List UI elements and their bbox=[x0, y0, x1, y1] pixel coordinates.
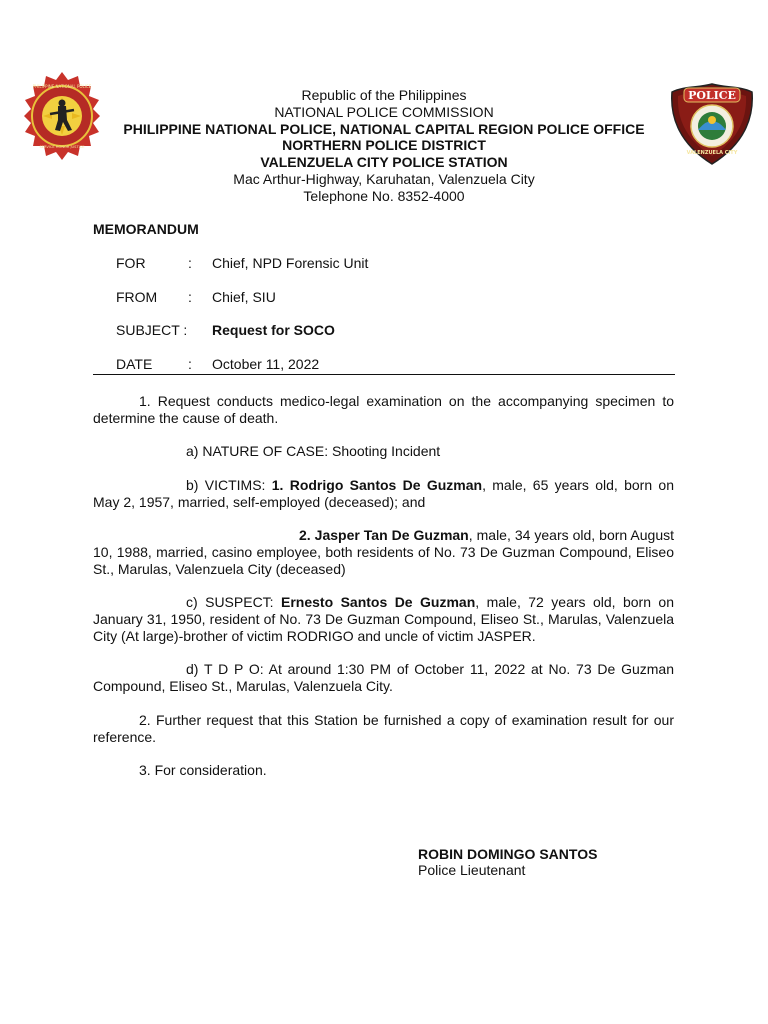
memo-for-value: Chief, NPD Forensic Unit bbox=[212, 255, 369, 271]
suspect-name: Ernesto Santos De Guzman bbox=[281, 594, 476, 610]
header-address: Mac Arthur-Highway, Karuhatan, Valenzuela City bbox=[233, 170, 535, 187]
suspect-label: c) SUSPECT: bbox=[186, 594, 282, 610]
memo-from-label: FROM bbox=[116, 289, 158, 305]
right-badge-top-text: POLICE bbox=[688, 89, 736, 102]
item-c-suspect bbox=[93, 594, 674, 644]
memo-subject-label: SUBJECT : bbox=[116, 322, 188, 338]
memo-for-label: FOR bbox=[116, 255, 146, 271]
right-badge-bottom-text: VALENZUELA CITY bbox=[686, 150, 738, 156]
suspect-details: , male, 72 years old, born on January 31, 1950, resident of No. 73 De Guzman Compound, Eliseo St., Marulas, Valenzuela City (At large)-brother of victim RODRIGO and uncle of victim JASPER. bbox=[93, 594, 675, 644]
victim-2-name: 2. Jasper Tan De Guzman bbox=[299, 527, 469, 543]
memo-date-value: October 11, 2022 bbox=[212, 356, 320, 372]
item-b-victim-2 bbox=[93, 527, 674, 577]
item-d-tdpo: d) T D P O: At around 1:30 PM of October 11, 2022 at No. 73 De Guzman Compound, Eliseo St., Marulas, Valenzuela City. bbox=[93, 661, 674, 694]
memo-date-colon: : bbox=[188, 356, 192, 372]
header-telephone: Telephone No. 8352-4000 bbox=[303, 187, 465, 204]
header-divider-line bbox=[93, 374, 675, 375]
letterhead bbox=[0, 87, 768, 205]
paragraph-3: 3. For consideration. bbox=[139, 762, 267, 778]
signatory-rank: Police Lieutenant bbox=[418, 862, 526, 878]
memo-from-colon: : bbox=[188, 289, 192, 305]
memo-subject-value: Request for SOCO bbox=[212, 322, 335, 338]
header-npd: NORTHERN POLICE DISTRICT bbox=[282, 137, 486, 154]
item-a-nature-of-case: a) NATURE OF CASE: Shooting Incident bbox=[186, 443, 441, 459]
left-seal-bottom-text: SERVICE HONOR JUSTICE bbox=[39, 145, 85, 149]
header-pnp-ncrpo: PHILIPPINE NATIONAL POLICE, NATIONAL CAPITAL REGION POLICE OFFICE bbox=[123, 120, 645, 137]
memo-date-label: DATE bbox=[116, 356, 153, 372]
victims-label: b) VICTIMS: bbox=[186, 477, 272, 493]
paragraph-2: 2. Further request that this Station be furnished a copy of examination result for our reference. bbox=[93, 712, 674, 745]
header-napolcom: NATIONAL POLICE COMMISSION bbox=[274, 103, 494, 120]
memo-from-value: Chief, SIU bbox=[212, 289, 276, 305]
victim-1-name: 1. Rodrigo Santos De Guzman bbox=[271, 477, 483, 493]
header-republic: Republic of the Philippines bbox=[301, 87, 467, 103]
signatory-name: ROBIN DOMINGO SANTOS bbox=[418, 846, 598, 862]
item-b-victims bbox=[93, 477, 674, 511]
victim-2-details: , male, 34 years old, born August 10, 1988, married, casino employee, both residents of No. 73 De Guzman Compound, Eliseo St., Marulas, Valenzuela City (deceased) bbox=[93, 527, 674, 577]
memo-for-colon: : bbox=[188, 255, 192, 271]
paragraph-1: 1. Request conducts medico-legal examination on the accompanying specimen to determine the cause of death. bbox=[93, 393, 674, 426]
memo-title: MEMORANDUM bbox=[93, 221, 199, 237]
victim-1-details: , male, 65 years old, born on May 2, 1957, married, self-employed (deceased); and bbox=[93, 477, 674, 510]
header-station: VALENZUELA CITY POLICE STATION bbox=[260, 154, 508, 171]
left-seal-text: PHILIPPINE NATIONAL POLICE bbox=[32, 84, 92, 89]
